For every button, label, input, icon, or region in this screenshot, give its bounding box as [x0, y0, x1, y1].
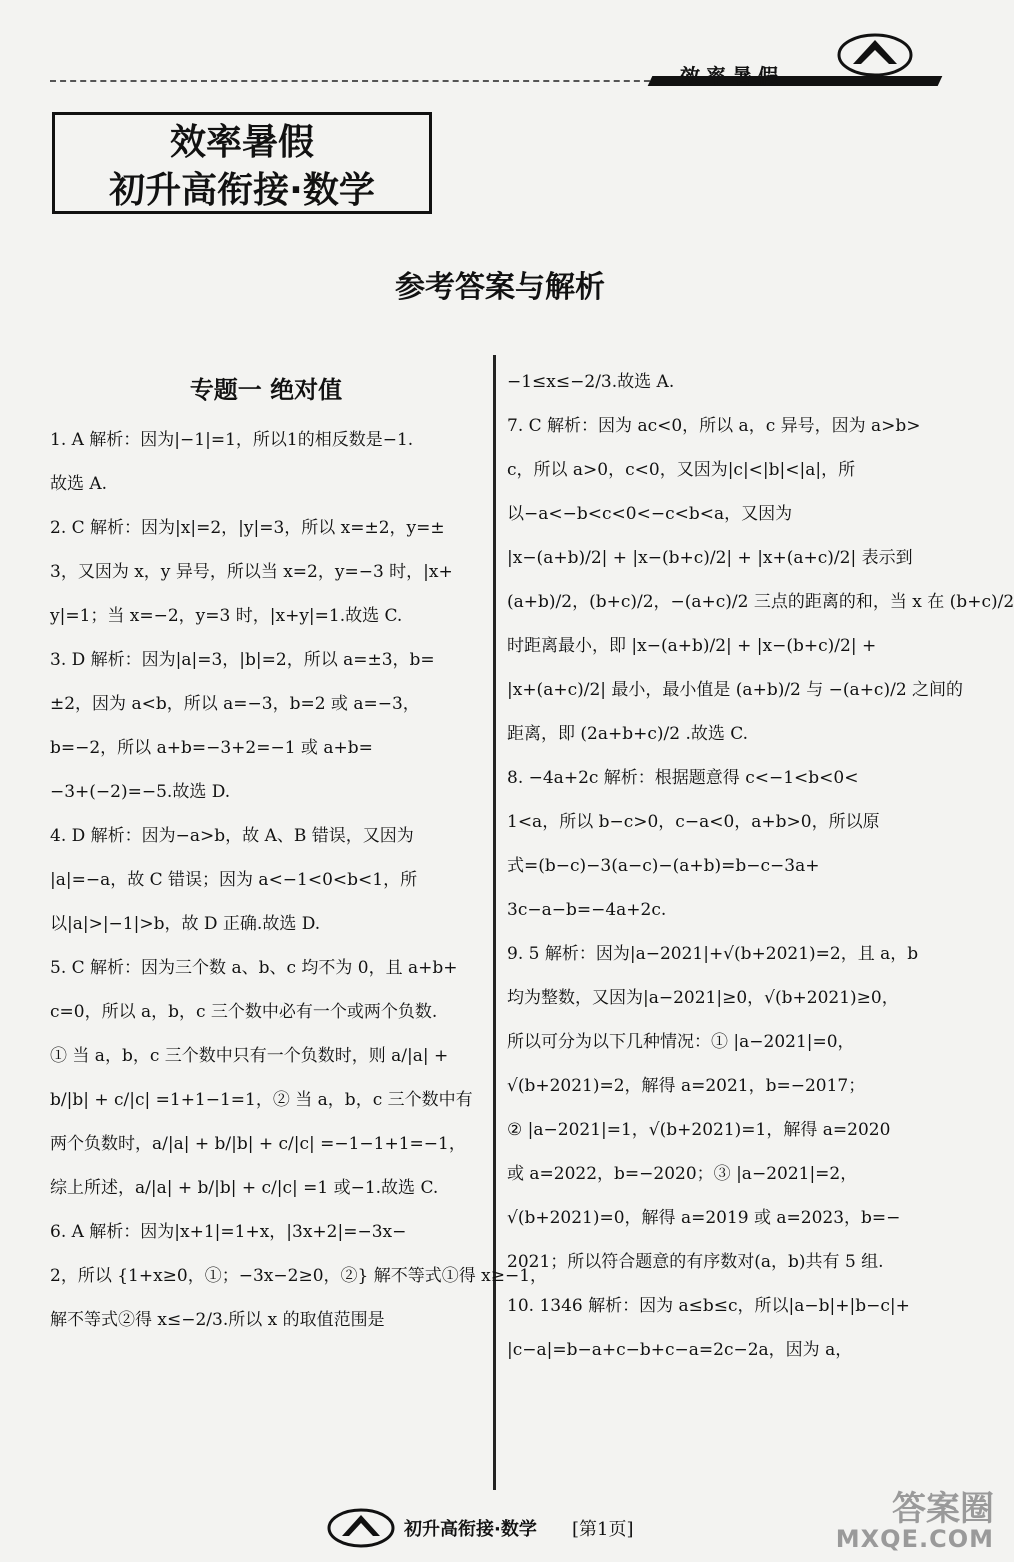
answer-line: 1<a，所以 b−c>0，c−a<0，a+b>0，所以原	[507, 812, 880, 832]
answer-line: c=0，所以 a，b，c 三个数中必有一个或两个负数.	[50, 1002, 438, 1022]
answer-line: 2，所以 {1+x≥0，①；−3x−2≥0，②} 解不等式①得 x≥−1，	[50, 1266, 548, 1286]
answer-line: 式=(b−c)−3(a−c)−(a+b)=b−c−3a+	[507, 856, 820, 876]
book-title-line2: 初升高衔接·数学	[109, 170, 375, 211]
footer-page-number: [第1页]	[572, 1519, 634, 1540]
answer-line: 解不等式②得 x≤−2/3.所以 x 的取值范围是	[50, 1310, 385, 1330]
header-title: 效率暑假	[680, 64, 784, 88]
header-dashed-rule	[50, 80, 660, 82]
answer-line: 时距离最小，即 |x−(a+b)/2| + |x−(b+c)/2| +	[507, 636, 877, 656]
answer-line: √(b+2021)=2，解得 a=2021，b=−2017；	[507, 1076, 866, 1096]
footer-book-name: 初升高衔接·数学	[404, 1519, 537, 1540]
answer-line: 以|a|>|−1|>b，故 D 正确.故选 D.	[50, 914, 321, 934]
book-title-box	[52, 112, 432, 214]
answer-line: 1. A 解析：因为|−1|=1，所以1的相反数是−1.	[50, 430, 414, 450]
answer-line: (a+b)/2，(b+c)/2，−(a+c)/2 三点的距离的和，当 x 在 (b+c)/2	[507, 592, 1014, 612]
answer-line: 两个负数时，a/|a| + b/|b| + c/|c| =−1−1+1=−1，	[50, 1134, 466, 1154]
answer-line: ±2，因为 a<b，所以 a=−3，b=2 或 a=−3，	[50, 694, 420, 714]
answer-line: ① 当 a，b，c 三个数中只有一个负数时，则 a/|a| +	[50, 1046, 449, 1066]
answer-line: |a|=−a，故 C 错误；因为 a<−1<0<b<1，所	[50, 870, 418, 890]
answer-line: 综上所述，a/|a| + b/|b| + c/|c| =1 或−1.故选 C.	[50, 1178, 439, 1198]
section-title: 参考答案与解析	[395, 270, 605, 305]
left-answer-lines	[50, 418, 548, 1342]
book-title-line1: 效率暑假	[169, 122, 314, 163]
answer-line: 3. D 解析：因为|a|=3，|b|=2，所以 a=±3，b=	[50, 650, 435, 670]
answer-line: ② |a−2021|=1，√(b+2021)=1，解得 a=2020	[507, 1120, 891, 1140]
answer-line: 3c−a−b=−4a+2c.	[507, 900, 667, 920]
answer-line: c，所以 a>0，c<0，又因为|c|<|b|<|a|，所	[507, 460, 856, 480]
footer-logo-icon	[326, 1505, 396, 1551]
column-divider	[493, 355, 496, 1490]
watermark-line1: 答案圈	[892, 1489, 994, 1529]
right-answer-lines	[507, 360, 1014, 1372]
answer-line: √(b+2021)=0，解得 a=2019 或 a=2023，b=−	[507, 1208, 901, 1228]
answer-line: 故选 A.	[50, 474, 108, 494]
answer-line: b=−2，所以 a+b=−3+2=−1 或 a+b=	[50, 738, 373, 758]
answer-line: 6. A 解析：因为|x+1|=1+x，|3x+2|=−3x−	[50, 1222, 407, 1242]
watermark-line2: MXQE.COM	[835, 1525, 994, 1553]
answer-line: −3+(−2)=−5.故选 D.	[50, 782, 231, 802]
answer-line: b/|b| + c/|c| =1+1−1=1，② 当 a，b，c 三个数中有	[50, 1090, 473, 1110]
left-column	[50, 360, 548, 1342]
answer-line: 7. C 解析：因为 ac<0，所以 a，c 异号，因为 a>b>	[507, 416, 921, 436]
answer-line: 均为整数，又因为|a−2021|≥0，√(b+2021)≥0，	[507, 988, 899, 1008]
answer-line: 距离，即 (2a+b+c)/2 .故选 C.	[507, 724, 749, 744]
answer-line: 9. 5 解析：因为|a−2021|+√(b+2021)=2，且 a，b	[507, 944, 919, 964]
answer-line: 2. C 解析：因为|x|=2，|y|=3，所以 x=±2，y=±	[50, 518, 445, 538]
answer-line: |c−a|=b−a+c−b+c−a=2c−2a，因为 a，	[507, 1340, 853, 1360]
answer-line: 8. −4a+2c 解析：根据题意得 c<−1<b<0<	[507, 768, 859, 788]
publisher-logo-icon	[835, 30, 915, 80]
answer-line: 或 a=2022，b=−2020；③ |a−2021|=2，	[507, 1164, 858, 1184]
right-column	[507, 360, 1014, 1372]
answer-line: 4. D 解析：因为−a>b，故 A、B 错误，又因为	[50, 826, 414, 846]
answer-line: 所以可分为以下几种情况：① |a−2021|=0，	[507, 1032, 855, 1052]
watermark	[835, 1489, 994, 1554]
answer-line: |x+(a+c)/2| 最小，最小值是 (a+b)/2 与 −(a+c)/2 之间的	[507, 680, 964, 700]
answer-line: 5. C 解析：因为三个数 a、b、c 均不为 0，且 a+b+	[50, 958, 458, 978]
answer-line: 3，又因为 x，y 异号，所以当 x=2，y=−3 时，|x+	[50, 562, 453, 582]
topic-heading: 专题一 绝对值	[189, 376, 343, 404]
answer-line: 10. 1346 解析：因为 a≤b≤c，所以|a−b|+|b−c|+	[507, 1296, 910, 1316]
answer-line: 2021；所以符合题意的有序数对(a，b)共有 5 组.	[507, 1252, 884, 1272]
answer-line: |x−(a+b)/2| + |x−(b+c)/2| + |x+(a+c)/2| 表示到	[507, 548, 913, 568]
answer-line: 以−a<−b<c<0<−c<b<a，又因为	[507, 504, 793, 524]
answer-line: −1≤x≤−2/3.故选 A.	[507, 372, 675, 392]
answer-line: y|=1；当 x=−2，y=3 时，|x+y|=1.故选 C.	[50, 606, 403, 626]
